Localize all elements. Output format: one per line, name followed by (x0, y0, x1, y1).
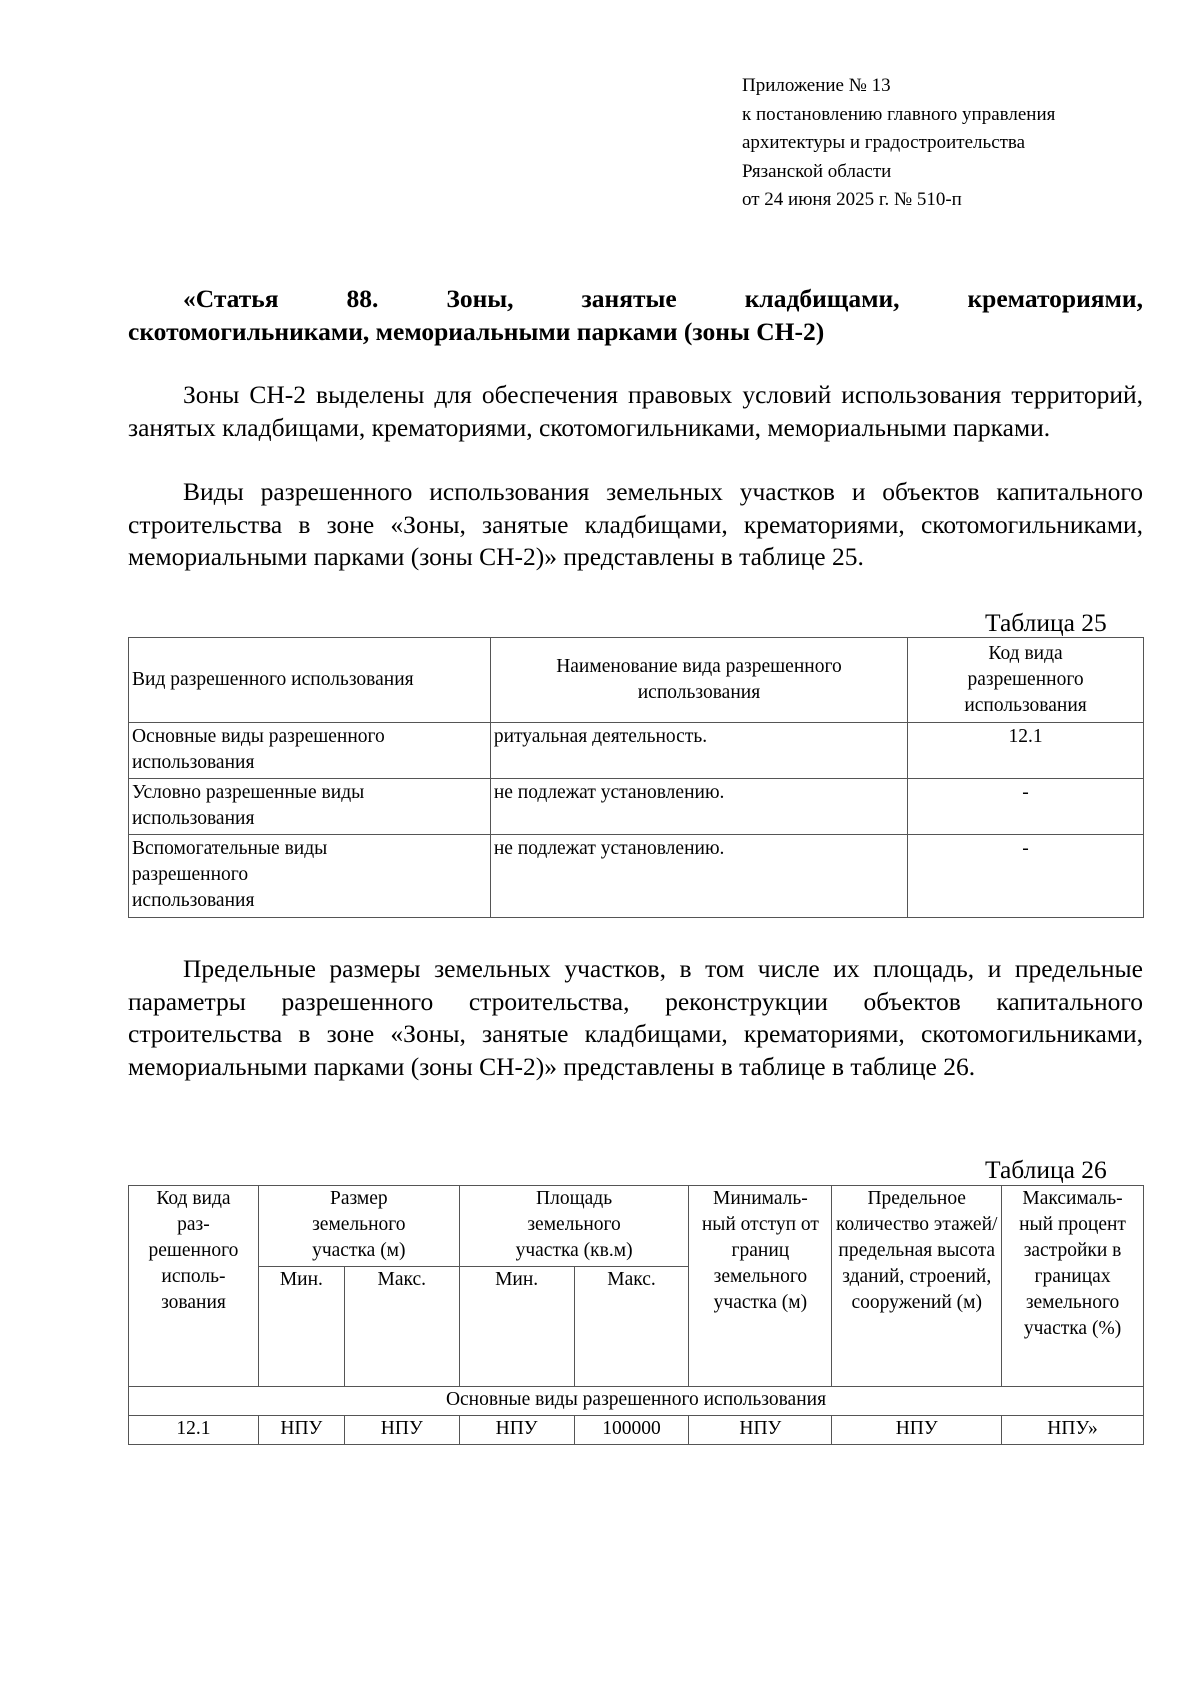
header-cell: Максималь-ный процент застройки в границах земельного участка (%) (1002, 1186, 1144, 1387)
table-cell: Вспомогательные виды разрешенного использования (129, 835, 491, 918)
table-cell: НПУ (832, 1416, 1002, 1445)
table-cell: НПУ (258, 1416, 344, 1445)
appendix-line: к постановлению главного управления (742, 103, 1056, 125)
header-cell: Мин. (258, 1267, 344, 1387)
table-row (129, 779, 1144, 835)
table-header-row (129, 1186, 1144, 1267)
table-cell: 12.1 (129, 1416, 259, 1445)
table-25 (128, 637, 1144, 918)
header-cell: Макс. (574, 1267, 689, 1387)
table-cell: НПУ (689, 1416, 832, 1445)
table-cell: не подлежат установлению. (490, 779, 907, 835)
table-cell: - (908, 779, 1144, 835)
paragraph-text: Предельные размеры земельных участков, в том числе их площадь, и предельные параметры разрешенного строительства, реконструкции объектов капитального строительства в зоне «Зоны, занятые кладбищами, крематориями, скотомогильниками, мемориальными парками (зоны СН-2)» представлены в таблице в таблице 26. (128, 954, 1143, 1081)
table-cell: Условно разрешенные виды использования (129, 779, 491, 835)
appendix-line: от 24 июня 2025 г. № 510-п (742, 189, 962, 210)
paragraph-text: Виды разрешенного использования земельных участков и объектов капитального строительства в зоне «Зоны, занятые кладбищами, крематориями, скотомогильниками, мемориальными парками (зоны СН-2)» представлены в таблице 25. (128, 477, 1143, 571)
table26-caption: Таблица 26 (985, 1155, 1107, 1184)
table-26 (128, 1185, 1144, 1445)
header-cell: Площадь земельного участка (кв.м) (459, 1186, 689, 1267)
appendix-line: Приложение № 13 (742, 75, 891, 96)
section-cell: Основные виды разрешенного использования (129, 1387, 1144, 1416)
paragraph-table25-intro (128, 476, 1143, 574)
table-cell: не подлежат установлению. (490, 835, 907, 918)
table-cell: НПУ» (1002, 1416, 1144, 1445)
paragraph-text: Зоны СН-2 выделены для обеспечения правовых условий использования территорий, занятых кладбищами, крематориями, скотомогильниками, мемориальными парками. (128, 380, 1143, 442)
table-cell: Основные виды разрешенного использования (129, 723, 491, 779)
appendix-line: Рязанской области (742, 160, 892, 182)
article-title (128, 282, 1143, 348)
appendix-line: архитектуры и градостроительства (742, 132, 1026, 153)
table-row (129, 1416, 1144, 1445)
table-cell: ритуальная деятельность. (490, 723, 907, 779)
header-cell: Размер земельного участка (м) (258, 1186, 459, 1267)
header-cell: Вид разрешенного использования (129, 638, 491, 723)
header-cell: Предельное количество этажей/ предельная высота зданий, строений, сооружений (м) (832, 1186, 1002, 1387)
table-cell: НПУ (344, 1416, 459, 1445)
table-section-row (129, 1387, 1144, 1416)
table-cell: - (908, 835, 1144, 918)
table-cell: 12.1 (908, 723, 1144, 779)
header-cell: Мин. (459, 1267, 574, 1387)
article-title-line1: «Статья 88. Зоны, занятые кладбищами, крематориями, (183, 284, 1143, 313)
header-cell: Наименование вида разрешенного использования (490, 638, 907, 723)
header-cell: Минималь-ный отступ от границ земельного участка (м) (689, 1186, 832, 1387)
table-row (129, 835, 1144, 918)
header-cell: Макс. (344, 1267, 459, 1387)
table-cell: 100000 (574, 1416, 689, 1445)
table-cell: НПУ (459, 1416, 574, 1445)
appendix-block (742, 72, 1055, 215)
table-row (129, 723, 1144, 779)
header-cell: Код вида раз-решенного исполь-зования (129, 1186, 259, 1387)
paragraph-table26-intro (128, 953, 1143, 1083)
article-title-line2: скотомогильниками, мемориальными парками (зоны СН-2) (128, 317, 825, 346)
table25-caption: Таблица 25 (985, 608, 1107, 637)
paragraph-zones (128, 379, 1143, 444)
header-cell: Код вида разрешенного использования (908, 638, 1144, 723)
table-header-row (129, 638, 1144, 723)
